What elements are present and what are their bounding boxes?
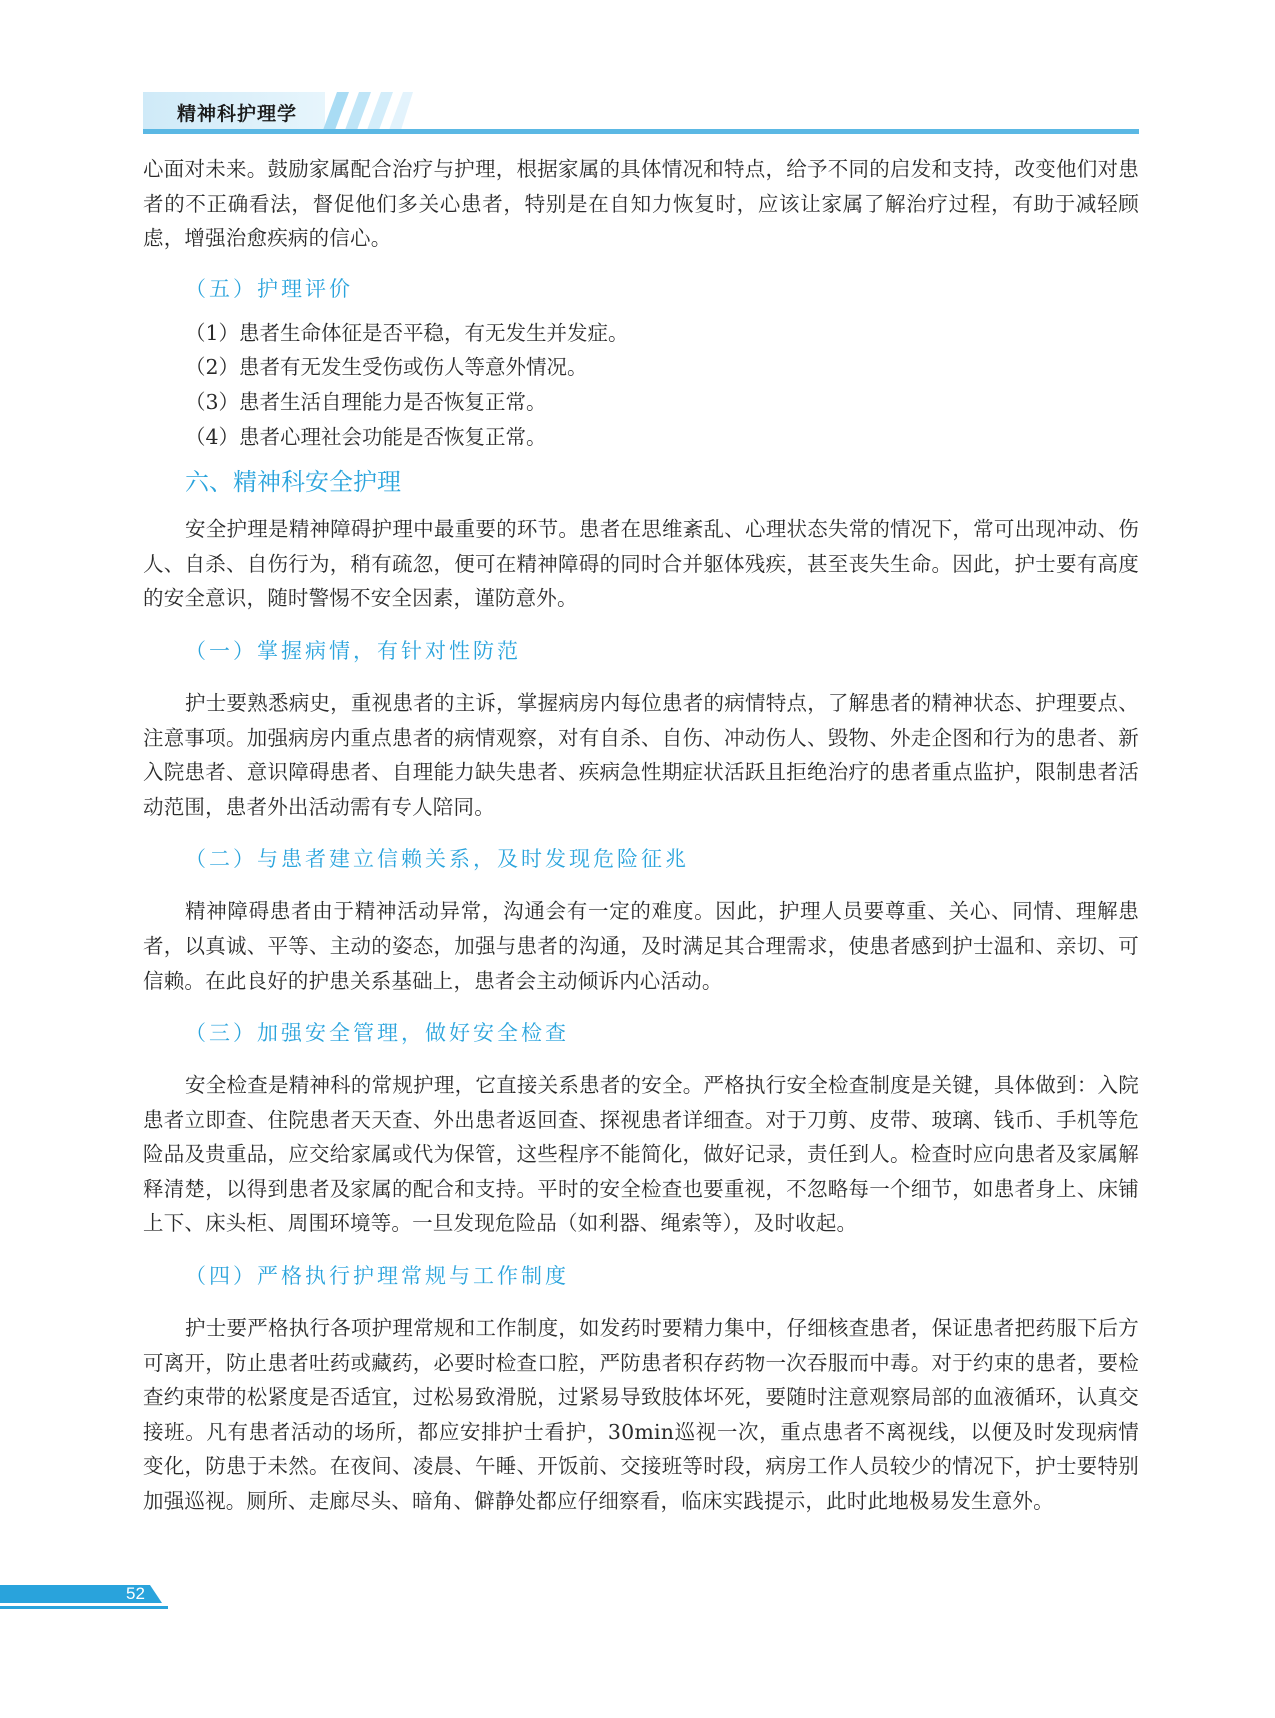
paragraph-intro: 安全护理是精神障碍护理中最重要的环节。患者在思维紊乱、心理状态失常的情况下，常可出现冲动、伤人、自杀、自伤行为，稍有疏忽，便可在精神障碍的同时合并躯体残疾，甚至丧失生命。因此，护士要有高度的安全意识，随时警惕不安全因素，谨防意外。	[143, 517, 1139, 611]
page-number-tab	[0, 1582, 175, 1612]
running-header	[143, 92, 1139, 136]
page-number: 52	[126, 1584, 145, 1603]
section-heading-safety-nursing: 六、精神科安全护理	[185, 468, 401, 497]
list-item: （2）患者有无发生受伤或伤人等意外情况。	[185, 355, 588, 380]
paragraph-3: 安全检查是精神科的常规护理，它直接关系患者的安全。严格执行安全检查制度是关键，具体做到：入院患者立即查、住院患者天天查、外出患者返回查、探视患者详细查。对于刀剪、皮带、玻璃、钱币、手机等危险品及贵重品，应交给家属或代为保管，这些程序不能简化，做好记录，责任到人。检查时应向患者及家属解释清楚，以得到患者及家属的配合和支持。平时的安全检查也要重视，不忽略每一个细节，如患者身上、床铺上下、床头柜、周围环境等。一旦发现危险品（如利器、绳索等），及时收起。	[143, 1073, 1139, 1236]
list-item: （3）患者生活自理能力是否恢复正常。	[185, 389, 547, 414]
list-item: （1）患者生命体征是否平稳，有无发生并发症。	[185, 320, 629, 345]
subheading-3: （三）加强安全管理，做好安全检查	[185, 1021, 569, 1046]
page-content	[143, 152, 1139, 1519]
paragraph-1: 护士要熟悉病史，重视患者的主诉，掌握病房内每位患者的病情特点，了解患者的精神状态、护理要点、注意事项。加强病房内重点患者的病情观察，对有自杀、自伤、冲动伤人、毁物、外走企图和行为的患者、新入院患者、意识障碍患者、自理能力缺失患者、疾病急性期症状活跃且拒绝治疗的患者重点监护，限制患者活动范围，患者外出活动需有专人陪同。	[143, 690, 1139, 819]
subheading-nursing-evaluation: （五）护理评价	[185, 276, 353, 301]
book-title: 精神科护理学	[177, 103, 298, 125]
header-rule	[143, 129, 1139, 134]
paragraph-2: 精神障碍患者由于精神活动异常，沟通会有一定的难度。因此，护理人员要尊重、关心、同情、理解患者，以真诚、平等、主动的姿态，加强与患者的沟通，及时满足其合理需求，使患者感到护士温和、亲切、可信赖。在此良好的护患关系基础上，患者会主动倾诉内心活动。	[143, 899, 1139, 993]
subheading-1: （一）掌握病情，有针对性防范	[185, 638, 521, 663]
paragraph-4: 护士要严格执行各项护理常规和工作制度，如发药时要精力集中，仔细核查患者，保证患者把药服下后方可离开，防止患者吐药或藏药，必要时检查口腔，严防患者积存药物一次吞服而中毒。对于约束的患者，要检查约束带的松紧度是否适宜，过松易致滑脱，过紧易导致肢体坏死，要随时注意观察局部的血液循环，认真交接班。凡有患者活动的场所，都应安排护士看护，30min巡视一次，重点患者不离视线，以便及时发现病情变化，防患于未然。在夜间、凌晨、午睡、开饭前、交接班等时段，病房工作人员较少的情况下，护士要特别加强巡视。厕所、走廊尽头、暗角、僻静处都应仔细察看，临床实践提示，此时此地极易发生意外。	[143, 1316, 1139, 1514]
subheading-2: （二）与患者建立信赖关系，及时发现危险征兆	[185, 847, 689, 872]
paragraph-continued: 心面对未来。鼓励家属配合治疗与护理，根据家属的具体情况和特点，给予不同的启发和支持，改变他们对患者的不正确看法，督促他们多关心患者，特别是在自知力恢复时，应该让家属了解治疗过程，有助于减轻顾虑，增强治愈疾病的信心。	[143, 157, 1139, 251]
list-item: （4）患者心理社会功能是否恢复正常。	[185, 424, 547, 449]
header-stripes-decoration	[323, 92, 413, 130]
subheading-4: （四）严格执行护理常规与工作制度	[185, 1264, 569, 1289]
